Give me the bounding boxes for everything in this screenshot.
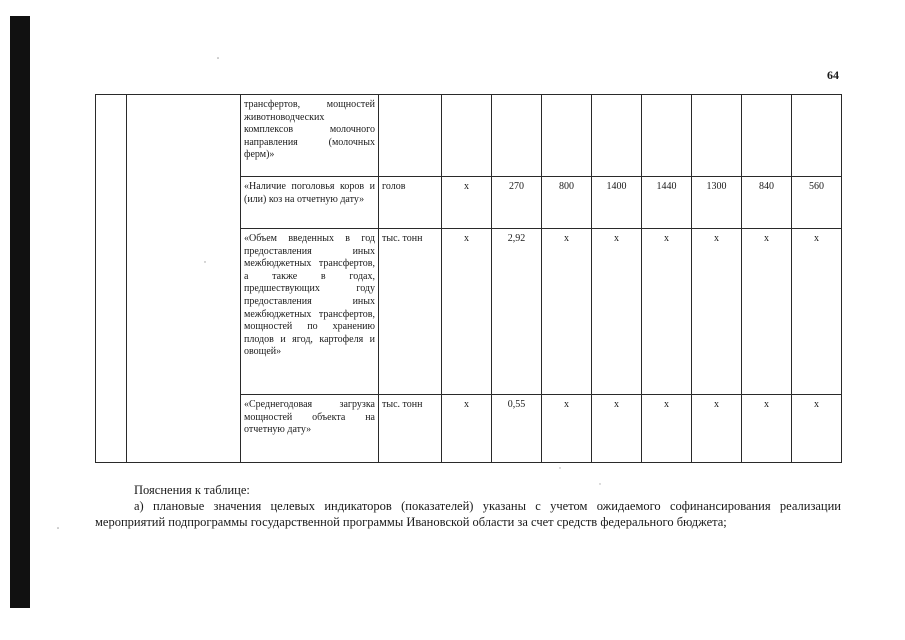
value-cell: х bbox=[542, 395, 592, 463]
value-cell: х bbox=[442, 395, 492, 463]
value-cell bbox=[792, 95, 842, 177]
value-cell: 270 bbox=[492, 177, 542, 229]
value-cell bbox=[742, 95, 792, 177]
value-cell bbox=[492, 95, 542, 177]
value-cell: 1400 bbox=[592, 177, 642, 229]
unit-cell: тыс. тонн bbox=[379, 395, 442, 463]
value-cell: х bbox=[642, 395, 692, 463]
indicator-name: трансфертов, мощностей животноводческих комплексов молочного направления (молочных ферм)» bbox=[241, 95, 379, 177]
value-cell: х bbox=[792, 229, 842, 395]
indicator-name: «Среднегодовая загрузка мощностей объекта на отчетную дату» bbox=[241, 395, 379, 463]
value-cell bbox=[642, 95, 692, 177]
value-cell: х bbox=[742, 229, 792, 395]
value-cell: х bbox=[592, 229, 642, 395]
unit-cell bbox=[379, 95, 442, 177]
value-cell: 1440 bbox=[642, 177, 692, 229]
value-cell bbox=[592, 95, 642, 177]
value-cell: 800 bbox=[542, 177, 592, 229]
value-cell: х bbox=[642, 229, 692, 395]
table-row bbox=[96, 95, 842, 177]
value-cell: х bbox=[692, 395, 742, 463]
indicator-name: «Объем введенных в год предоставления иных межбюджетных трансфертов, а также в годах, предшествующих году предоставления иных межбюджетных трансфертов, мощностей по хранению плодов и ягод, картофеля и овощей» bbox=[241, 229, 379, 395]
value-cell: х bbox=[792, 395, 842, 463]
notes-heading: Пояснения к таблице: bbox=[134, 483, 250, 497]
value-cell: х bbox=[542, 229, 592, 395]
value-cell: х bbox=[692, 229, 742, 395]
note-item-a: а) плановые значения целевых индикаторов (показателей) указаны с учетом ожидаемого софинансирования реализации мероприятий подпрограммы государственной программы Ивановской области за счет средств федерального бюджета; bbox=[95, 499, 841, 529]
value-cell: х bbox=[742, 395, 792, 463]
value-cell: 0,55 bbox=[492, 395, 542, 463]
value-cell: 560 bbox=[792, 177, 842, 229]
value-cell bbox=[692, 95, 742, 177]
value-cell: х bbox=[442, 177, 492, 229]
row-number-cell bbox=[96, 95, 127, 463]
program-element-cell bbox=[127, 95, 241, 463]
unit-cell: голов bbox=[379, 177, 442, 229]
indicators-table bbox=[95, 94, 842, 463]
scan-edge-bar bbox=[10, 16, 30, 608]
value-cell bbox=[542, 95, 592, 177]
value-cell: 2,92 bbox=[492, 229, 542, 395]
value-cell: 1300 bbox=[692, 177, 742, 229]
value-cell: 840 bbox=[742, 177, 792, 229]
value-cell: х bbox=[442, 229, 492, 395]
page-number: 64 bbox=[827, 68, 839, 82]
indicator-name: «Наличие поголовья коров и (или) коз на отчетную дату» bbox=[241, 177, 379, 229]
unit-cell: тыс. тонн bbox=[379, 229, 442, 395]
table-notes bbox=[95, 482, 841, 530]
value-cell bbox=[442, 95, 492, 177]
value-cell: х bbox=[592, 395, 642, 463]
